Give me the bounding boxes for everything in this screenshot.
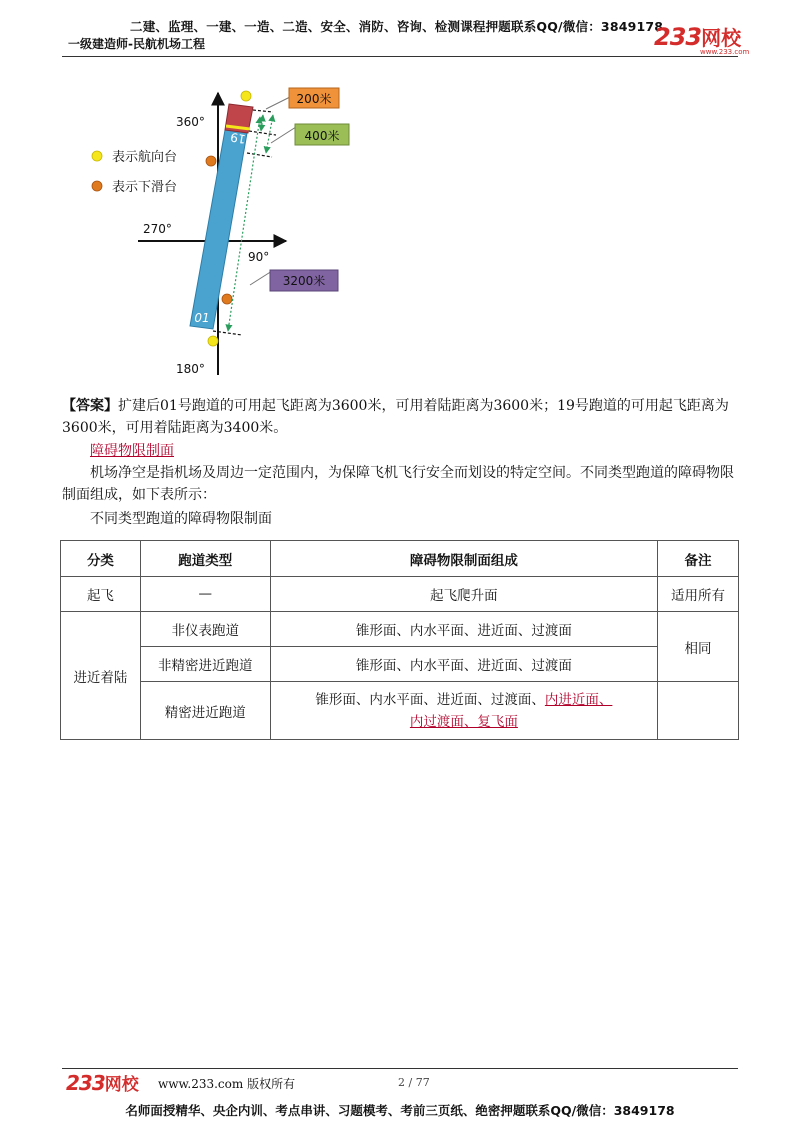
table-row bbox=[61, 647, 739, 682]
heading-90: 90° bbox=[248, 250, 270, 264]
legend-glideslope-label: 表示下滑台 bbox=[112, 180, 178, 195]
cell-category: 起飞 bbox=[61, 577, 141, 612]
cell-note: 适用所有 bbox=[658, 577, 739, 612]
cell-note-empty bbox=[658, 682, 739, 740]
answer-paragraph bbox=[62, 395, 738, 439]
col-header-runway-type: 跑道类型 bbox=[140, 541, 270, 577]
table-caption: 不同类型跑道的障碍物限制面 bbox=[90, 511, 272, 527]
cell-surfaces: 锥形面、内水平面、进近面、过渡面 bbox=[270, 612, 657, 647]
cell-runway-type: 精密进近跑道 bbox=[140, 682, 270, 740]
header-logo: 233网校 bbox=[654, 23, 742, 51]
page-number: 2 / 77 bbox=[398, 1076, 430, 1089]
legend-glideslope-dot bbox=[92, 181, 102, 191]
section-body: 机场净空是指机场及周边一定范围内，为保障飞机飞行安全而划设的特定空间。不同类型跑道的障碍物限制面组成，如下表所示： bbox=[62, 465, 734, 503]
cell-surfaces: 锥形面、内水平面、进近面、过渡面 bbox=[270, 647, 657, 682]
obstacle-surfaces-table bbox=[60, 540, 739, 740]
cell-surfaces: 起飞爬升面 bbox=[270, 577, 657, 612]
header-subject: 一级建造师-民航机场工程 bbox=[68, 37, 205, 51]
col-header-note: 备注 bbox=[658, 541, 739, 577]
table-header-row bbox=[61, 541, 739, 577]
runway-diagram bbox=[80, 85, 380, 385]
legend-localizer-label: 表示航向台 bbox=[112, 150, 178, 165]
header-divider bbox=[62, 56, 738, 57]
heading-180: 180° bbox=[176, 362, 205, 376]
heading-270: 270° bbox=[143, 222, 172, 236]
glideslope-south bbox=[222, 294, 232, 304]
legend-localizer-dot bbox=[92, 151, 102, 161]
cell-runway-type: 非仪表跑道 bbox=[140, 612, 270, 647]
cell-runway-type: — bbox=[140, 577, 270, 612]
cell-note-same: 相同 bbox=[658, 612, 739, 682]
cell-runway-type: 非精密进近跑道 bbox=[140, 647, 270, 682]
header-contact-line: 二建、监理、一建、一造、二造、安全、消防、咨询、检测课程押题联系QQ/微信：3849178 bbox=[130, 19, 664, 34]
answer-text: 扩建后01号跑道的可用起飞距离为3600米，可用着陆距离为3600米；19号跑道的可用起飞距离为3600米，可用着陆距离为3400米。 bbox=[62, 398, 729, 436]
callout-400m-label: 400米 bbox=[304, 129, 340, 143]
callout-3200m-label: 3200米 bbox=[282, 274, 326, 288]
callout-200m-label: 200米 bbox=[296, 92, 332, 106]
cell-category-approach: 进近着陆 bbox=[61, 612, 141, 740]
heading-360: 360° bbox=[176, 115, 205, 129]
footer-divider bbox=[62, 1068, 738, 1069]
section-heading: 障碍物限制面 bbox=[90, 443, 174, 459]
runway-number-19: 19 bbox=[229, 129, 247, 147]
highlight-inner-transition: 内过渡面、复飞面 bbox=[409, 713, 518, 730]
col-header-surfaces: 障碍物限制面组成 bbox=[270, 541, 657, 577]
answer-label: 【答案】 bbox=[62, 398, 118, 414]
cell-surfaces-precision: 锥形面、内水平面、进近面、过渡面、内进近面、 内过渡面、复飞面 bbox=[270, 682, 657, 740]
table-row bbox=[61, 612, 739, 647]
footer-copyright: www.233.com 版权所有 bbox=[158, 1077, 296, 1091]
footer-logo: 233网校 bbox=[66, 1071, 139, 1095]
runway-number-01: 01 bbox=[194, 311, 210, 325]
table-row bbox=[61, 577, 739, 612]
col-header-category: 分类 bbox=[61, 541, 141, 577]
localizer-south bbox=[208, 336, 218, 346]
localizer-north bbox=[241, 91, 251, 101]
glideslope-north bbox=[206, 156, 216, 166]
highlight-inner-approach: 内进近面、 bbox=[544, 691, 613, 708]
footer-contact-line: 名师面授精华、央企内训、考点串讲、习题模考、考前三页纸、绝密押题联系QQ/微信：3849178 bbox=[125, 1103, 675, 1118]
header-logo-url: www.233.com bbox=[700, 48, 750, 56]
table-row bbox=[61, 682, 739, 740]
